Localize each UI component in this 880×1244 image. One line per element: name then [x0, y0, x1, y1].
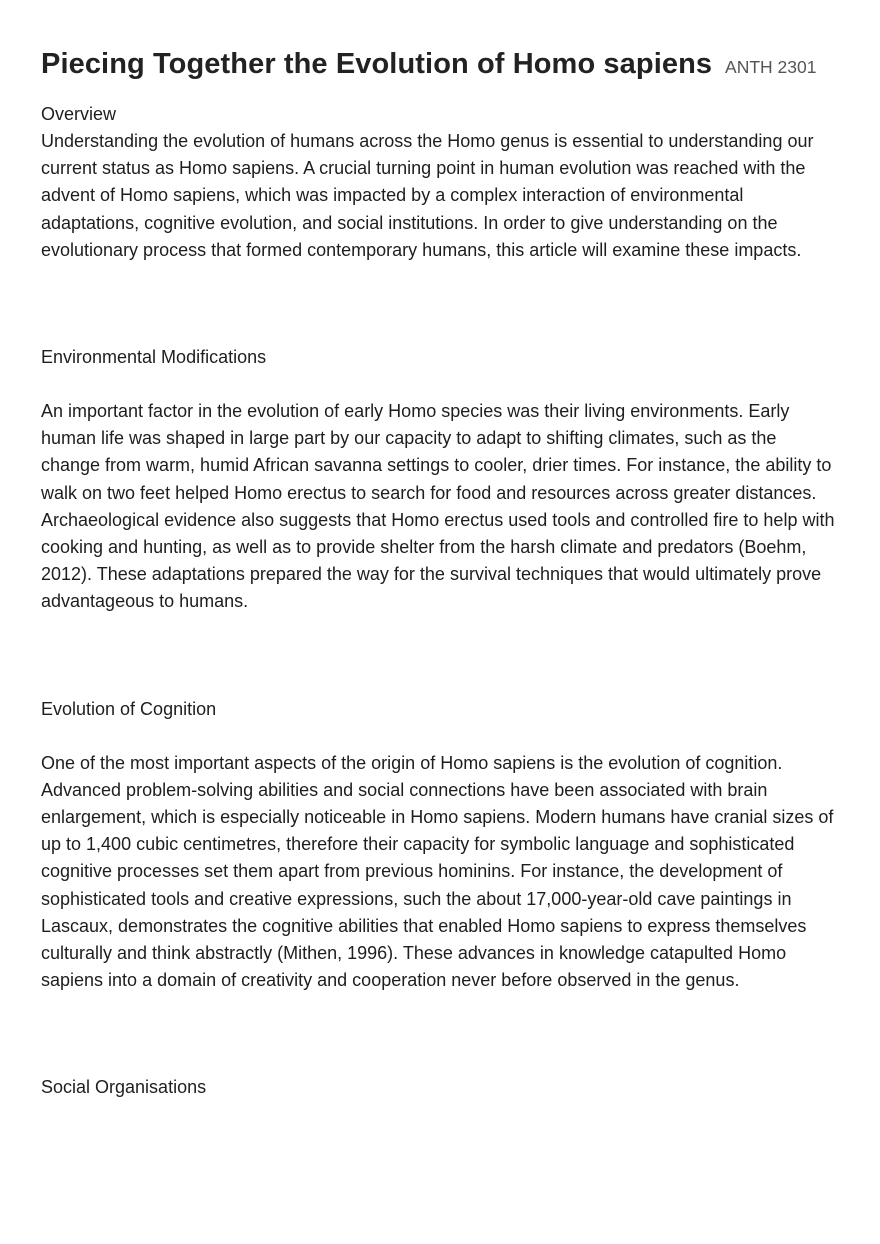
document-title: Piecing Together the Evolution of Homo sapiens [41, 48, 713, 80]
environmental-modifications-heading: Environmental Modifications [41, 347, 267, 368]
title-row [41, 42, 839, 87]
environmental-modifications-paragraph: An important factor in the evolution of early Homo species was their living environments. Early human life was shaped in large part by our capacity to adapt to shifting climates, such as the change from warm, humid African savanna settings to cooler, drier times. For instance, the ability to walk on two feet helped Homo erectus to search for food and resources across greater distances. Archaeological evidence also suggests that Homo erectus used tools and controlled fire to help with cooking and hunting, as well as to provide shelter from the harsh climate and predators (Boehm, 2012). These adaptations prepared the way for the survival techniques that would ultimately prove advantageous to humans. [41, 401, 835, 612]
overview-heading: Overview [41, 104, 117, 124]
social-organisations-heading: Social Organisations [41, 1077, 207, 1098]
document-page [41, 42, 839, 1101]
evolution-of-cognition-paragraph: One of the most important aspects of the origin of Homo sapiens is the evolution of cognition. Advanced problem-solving abilities and social connections have been associated with brain enlargement, which is especially noticeable in Homo sapiens. Modern humans have cranial sizes of up to 1,400 cubic centimetres, therefore their capacity for symbolic language and sophisticated cognitive processes set them apart from previous hominins. For instance, the development of sophisticated tools and creative expressions, such the about 17,000-year-old cave paintings in Lascaux, demonstrates the cognitive abilities that enabled Homo sapiens to express themselves culturally and think abstractly (Mithen, 1996). These advances in knowledge catapulted Homo sapiens into a domain of creativity and cooperation never before observed in the genus. [41, 752, 834, 991]
course-code: ANTH 2301 [725, 57, 817, 77]
overview-paragraph: Understanding the evolution of humans across the Homo genus is essential to understanding our current status as Homo sapiens. A crucial turning point in human evolution was reached with the advent of Homo sapiens, which was impacted by a complex interaction of environmental adaptations, cognitive evolution, and social institutions. In order to give understanding on the evolutionary process that formed contemporary humans, this article will examine these impacts. [41, 131, 814, 260]
evolution-of-cognition-heading: Evolution of Cognition [41, 698, 217, 719]
